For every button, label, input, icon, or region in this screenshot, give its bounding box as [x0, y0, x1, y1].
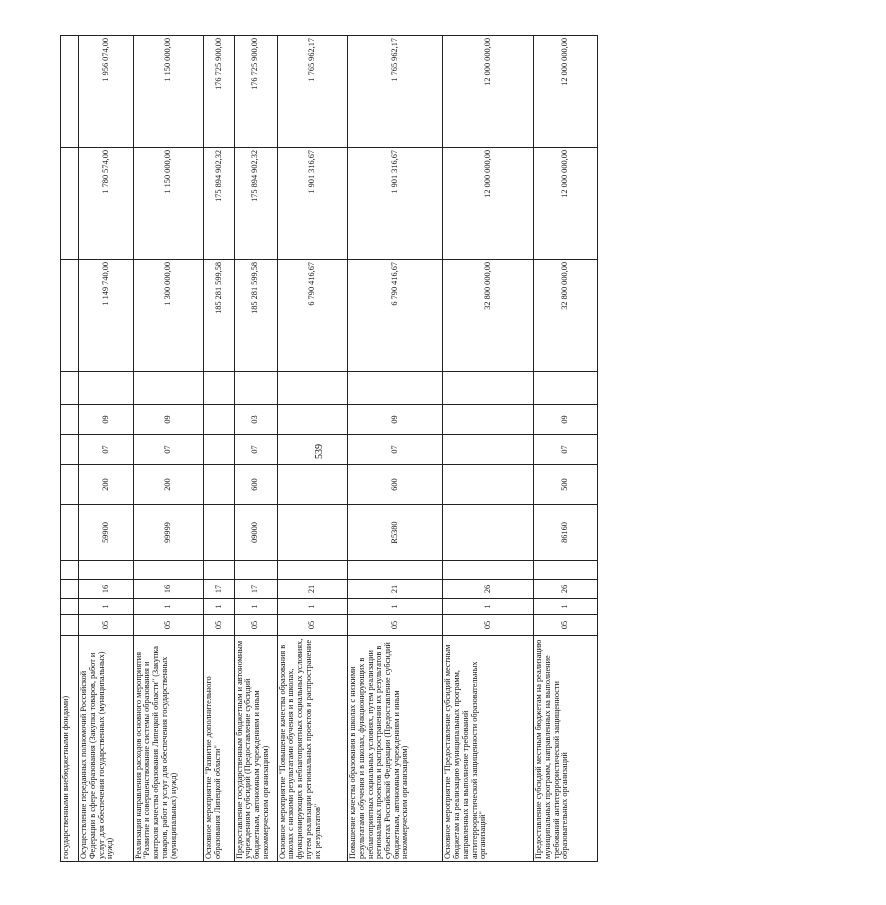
- amount-cell: [61, 148, 79, 260]
- row-name-cell: Предоставление государственным бюджетным и автономным учреждениям субсидий (Предоставление субсидий бюджетным, автономным учреждениям и иным некоммерческим организациям): [234, 636, 277, 862]
- code-cell: [277, 505, 347, 561]
- row-name-cell: Реализация направления расходов основного мероприятия "Развитие и совершенствование системы образования и контроля качества образования Липецкой области" (Закупка товаров, работ и услуг для обеспечения государственных (муниципальных) нужд): [133, 636, 203, 862]
- code-cell: [277, 435, 347, 465]
- code-cell: 59900: [79, 505, 134, 561]
- code-cell: 09: [79, 405, 134, 435]
- row-name-cell: Основное мероприятие "Предоставление субсидий местным бюджетам на реализацию муниципальных программ, направленных на выполнение требований антитеррористической защищенности образовательных организаций": [443, 636, 534, 862]
- code-cell: 05: [204, 615, 235, 636]
- code-cell: [79, 561, 134, 580]
- code-cell: 21: [277, 580, 347, 599]
- code-cell: [277, 465, 347, 505]
- amount-cell: 185 281 599,58: [234, 260, 277, 372]
- amount-cell: 12 000 000,00: [534, 36, 598, 148]
- code-cell: 1: [79, 599, 134, 615]
- rotated-table-wrapper: [60, 38, 886, 862]
- code-cell: 99999: [133, 505, 203, 561]
- code-cell: [133, 372, 203, 405]
- code-cell: 16: [79, 580, 134, 599]
- code-cell: [204, 505, 235, 561]
- amount-cell: 175 894 902,32: [234, 148, 277, 260]
- code-cell: 05: [348, 615, 443, 636]
- code-cell: 05: [534, 615, 598, 636]
- amount-cell: 1 765 962,17: [348, 36, 443, 148]
- code-cell: [443, 465, 534, 505]
- code-cell: [61, 615, 79, 636]
- code-cell: 16: [133, 580, 203, 599]
- code-cell: 1: [204, 599, 235, 615]
- amount-cell: 32 800 000,00: [534, 260, 598, 372]
- code-cell: [443, 561, 534, 580]
- amount-cell: 12 000 000,00: [443, 148, 534, 260]
- amount-cell: 176 725 900,00: [204, 36, 235, 148]
- amount-cell: 1 765 962,17: [277, 36, 347, 148]
- amount-cell: 185 281 599,58: [204, 260, 235, 372]
- amount-cell: 1 956 074,00: [79, 36, 134, 148]
- code-cell: [234, 372, 277, 405]
- code-cell: 09000: [234, 505, 277, 561]
- table-row: [133, 36, 203, 862]
- table-row: [277, 36, 347, 862]
- code-cell: 05: [133, 615, 203, 636]
- code-cell: 1: [443, 599, 534, 615]
- code-cell: 05: [79, 615, 134, 636]
- code-cell: 05: [443, 615, 534, 636]
- table-row: [348, 36, 443, 862]
- code-cell: 26: [534, 580, 598, 599]
- amount-cell: 1 901 316,67: [348, 148, 443, 260]
- code-cell: 05: [277, 615, 347, 636]
- table-row: [234, 36, 277, 862]
- code-cell: 09: [133, 405, 203, 435]
- code-cell: [443, 435, 534, 465]
- code-cell: [277, 372, 347, 405]
- code-cell: [204, 465, 235, 505]
- code-cell: [61, 599, 79, 615]
- row-name-cell: Основное мероприятие "Повышение качества образования в школах с низкими результатами обучения и в школах, функционирующих в неблагоприятных социальных условиях, путем реализации региональных проектов и распространение их результатов": [277, 636, 347, 862]
- code-cell: [348, 561, 443, 580]
- amount-cell: 176 725 900,00: [234, 36, 277, 148]
- code-cell: [61, 505, 79, 561]
- code-cell: 09: [348, 405, 443, 435]
- code-cell: [204, 372, 235, 405]
- code-cell: 1: [348, 599, 443, 615]
- amount-cell: 12 000 000,00: [443, 36, 534, 148]
- code-cell: [204, 405, 235, 435]
- code-cell: [61, 561, 79, 580]
- code-cell: [443, 405, 534, 435]
- code-cell: 07: [79, 435, 134, 465]
- row-name-cell: Повышение качества образования в школах с низкими результатами обучения и в школах, функционирующих в неблагоприятных социальных условиях, путем реализации региональных проектов и распространения их результатов в субъектах Российской Федерации (Предоставление субсидий бюджетным, автономным учреждениям и иным некоммерческим организациям): [348, 636, 443, 862]
- code-cell: [277, 561, 347, 580]
- code-cell: 05: [234, 615, 277, 636]
- budget-table: [60, 35, 598, 862]
- code-cell: [443, 372, 534, 405]
- amount-cell: 32 800 000,00: [443, 260, 534, 372]
- code-cell: 17: [234, 580, 277, 599]
- amount-cell: [61, 36, 79, 148]
- code-cell: [61, 465, 79, 505]
- table-row: [79, 36, 134, 862]
- code-cell: [348, 372, 443, 405]
- row-name-cell: государственными внебюджетными фондами): [61, 636, 79, 862]
- page-number: 539: [314, 444, 325, 459]
- code-cell: 600: [348, 465, 443, 505]
- code-cell: 07: [348, 435, 443, 465]
- code-cell: 17: [204, 580, 235, 599]
- code-cell: 21: [348, 580, 443, 599]
- code-cell: [204, 561, 235, 580]
- table-row: [204, 36, 235, 862]
- code-cell: 07: [534, 435, 598, 465]
- code-cell: 07: [133, 435, 203, 465]
- amount-cell: 6 790 416,67: [277, 260, 347, 372]
- table-row: [534, 36, 598, 862]
- code-cell: [534, 561, 598, 580]
- amount-cell: 1 780 574,00: [79, 148, 134, 260]
- amount-cell: 1 150 000,00: [133, 148, 203, 260]
- row-name-cell: Осуществление переданных полномочий Российской Федерации в сфере образования (Закупка товаров, работ и услуг для обеспечения государственных (муниципальных) нужд): [79, 636, 134, 862]
- row-name-cell: Основное мероприятие "Развитие дополнительного образования Липецкой области": [204, 636, 235, 862]
- table-row: [61, 36, 79, 862]
- amount-cell: 1 149 740,00: [79, 260, 134, 372]
- code-cell: 1: [234, 599, 277, 615]
- code-cell: 86160: [534, 505, 598, 561]
- code-cell: [61, 405, 79, 435]
- code-cell: [61, 580, 79, 599]
- amount-cell: [61, 260, 79, 372]
- code-cell: [443, 505, 534, 561]
- code-cell: 1: [534, 599, 598, 615]
- amount-cell: 12 000 000,00: [534, 148, 598, 260]
- table-row: [443, 36, 534, 862]
- amount-cell: 1 901 316,67: [277, 148, 347, 260]
- code-cell: [204, 435, 235, 465]
- code-cell: [133, 561, 203, 580]
- code-cell: 03: [234, 405, 277, 435]
- code-cell: 1: [277, 599, 347, 615]
- amount-cell: 1 150 000,00: [133, 36, 203, 148]
- code-cell: [534, 372, 598, 405]
- code-cell: 200: [79, 465, 134, 505]
- row-name-cell: Предоставление субсидий местным бюджетам на реализацию муниципальных программ, направленных на выполнение требований антитеррористической защищенности образовательных организаций: [534, 636, 598, 862]
- amount-cell: 175 894 902,32: [204, 148, 235, 260]
- amount-cell: 1 300 000,00: [133, 260, 203, 372]
- code-cell: [277, 405, 347, 435]
- code-cell: 600: [234, 465, 277, 505]
- code-cell: [79, 372, 134, 405]
- code-cell: [61, 435, 79, 465]
- code-cell: 1: [133, 599, 203, 615]
- code-cell: [61, 372, 79, 405]
- code-cell: R5380: [348, 505, 443, 561]
- amount-cell: 6 790 416,67: [348, 260, 443, 372]
- code-cell: 200: [133, 465, 203, 505]
- code-cell: 07: [234, 435, 277, 465]
- code-cell: [234, 561, 277, 580]
- code-cell: 26: [443, 580, 534, 599]
- code-cell: 09: [534, 405, 598, 435]
- code-cell: 500: [534, 465, 598, 505]
